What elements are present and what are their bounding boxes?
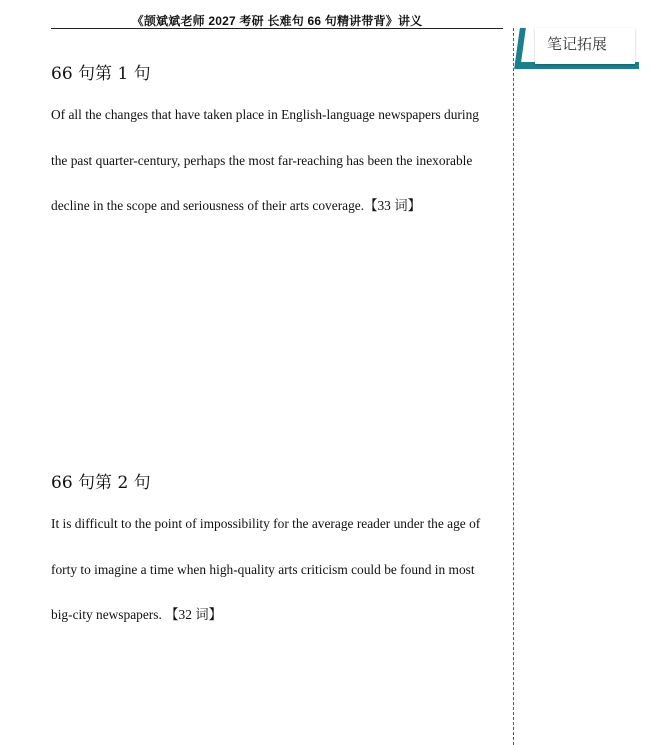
sentence-2-line-1: It is difficult to the point of impossibility for the average reader under the age of xyxy=(51,516,481,531)
sentence-1-body xyxy=(51,92,503,229)
page-header: 《颉斌斌老师 2027 考研 长难句 66 句精讲带背》讲义 xyxy=(131,14,423,28)
sentence-2-body xyxy=(51,501,503,638)
notes-label: 笔记拓展 xyxy=(547,35,608,53)
header-rule xyxy=(51,28,503,29)
sentence-2-line-3: big-city newspapers. 【32 词】 xyxy=(51,607,223,622)
notes-box xyxy=(517,28,639,70)
sentence-1-line-3: decline in the scope and seriousness of their arts coverage.【33 词】 xyxy=(51,198,421,213)
sentence-1-title: 66 句第 1 句 xyxy=(51,64,151,84)
margin-divider xyxy=(513,28,514,745)
sentence-2-line-2: forty to imagine a time when high-quality arts criticism could be found in most xyxy=(51,561,475,577)
sentence-2-title: 66 句第 2 句 xyxy=(51,473,151,493)
sentence-1-line-2: the past quarter-century, perhaps the most far-reaching has been the inexorable xyxy=(51,152,473,168)
sentence-1-line-1: Of all the changes that have taken place in English-language newspapers during xyxy=(51,107,479,122)
